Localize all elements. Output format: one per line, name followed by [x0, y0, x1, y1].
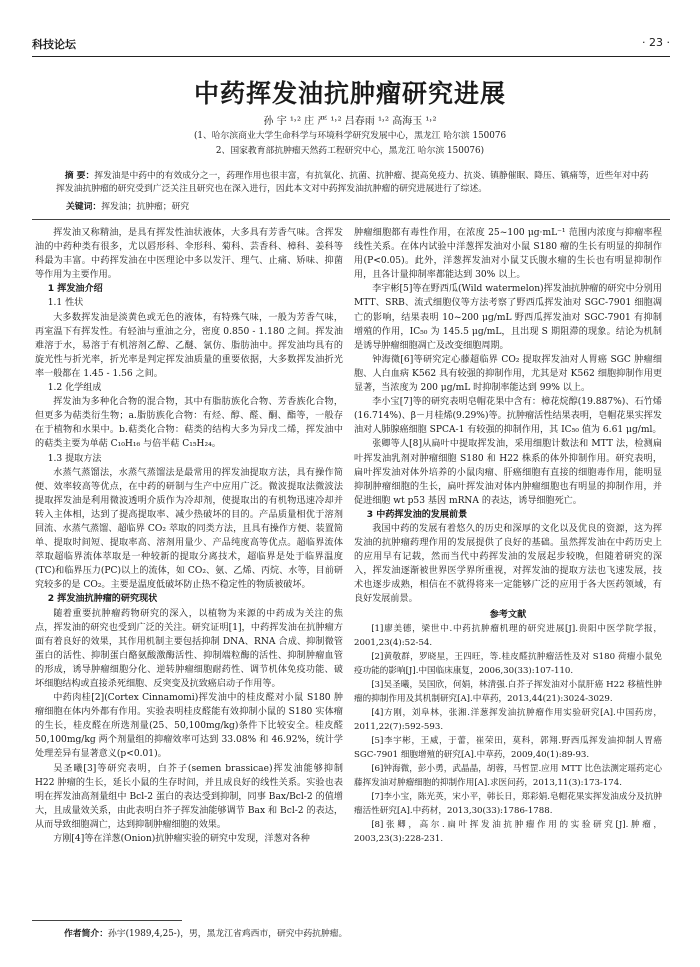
section-heading: 3 中药挥发油的发展前景 [366, 509, 468, 520]
abstract-label: 摘 要： [64, 171, 95, 181]
keywords-text: 挥发油；抗肿瘤；研究 [101, 202, 190, 212]
body-paragraph: 水蒸气蒸馏法，水蒸气蒸馏法是最常用的挥发油提取方法，具有操作简便、效率较高等优点，在中药的研制与生产中应用广泛。微波提取法微波法提取挥发油是利用微波透明介质作为冷却剂，使提取出的有机物迅速冷却并转入主体相，达到了提高提取率、减少热破坏的目的。产品质量相优于溶剂回流、水蒸气蒸馏、超临界 CO₂ 萃取的同类方法，且具有操作方便、装置简单、提取时间短、提取率高、溶剂用量少、产品纯度高等优点。超临界流体萃取超临界流体萃取是一种较新的提取分离技术，超临界是处于临界温度(TC)和临界压力(PC)以上的流体，如 CO₂、氨、乙烯、丙烷、水等，目前研究较多的是 CO₂。主要是温度低破坏防止热不稳定性的物质被破坏。 [35, 467, 343, 591]
reference-item: [6]钟海微，彭小勇，武晶晶，胡蓉，马哲罡.应用 MTT 比色法测定瑶药定心藤挥发油对肿瘤细胞的抑制作用[A].求医问药，2013,11(3):173-174. [354, 763, 662, 788]
body-paragraph: 张卿等人[8]从扁叶中提取挥发油，采用细胞计数法和 MTT 法，检测扁叶挥发油乳剂对肿瘤细胞 S180 和 H22 株系的体外抑制作用。研究表明，扁叶挥发油对体外培养的小鼠肉瘤、肝癌细胞有直接的细胞毒作用，能明显抑制肿瘤细胞的生长，扁叶挥发油对体内肿瘤细胞也有明显的抑制作用，并促进细胞 wt p53 基因 mRNA 的表达，诱导细胞死亡。 [354, 439, 662, 506]
reference-item: [3]吴圣曦，吴国欣，何娟，林清强.白芥子挥发油对小鼠肝癌 H22 移植性肿瘤的抑制作用及其机制研究[A].中草药，2013,44(21):3024-3029. [354, 679, 662, 704]
section-heading: 2 挥发油抗肿瘤的研究现状 [47, 594, 158, 605]
body-paragraph: 大多数挥发油是淡黄色或无色的液体，有特殊气味，一般为芳香气味，再室温下有挥发性。有轻油与重油之分，密度 0.850 - 1.180 之间。挥发油难溶于水，易溶于有机溶剂乙醇、乙醚、氯仿、脂肪油中。挥发油均具有的旋光性与折光率，折光率是判定挥发油质量的重要依据，大多数挥发油折光率一般都在 1.45 - 1.56 之间。 [35, 312, 343, 379]
reference-item: [4]方刚，刘阜林，张湘.洋葱挥发油抗肿瘤作用实验研究[A].中国药房，2011,22(7):592-593. [354, 707, 662, 732]
body-paragraph: 吴圣曦[3]等研究表明，白芥子(semen brassicae)挥发油能够抑制 H22 肿瘤的生长，延长小鼠的生存时间，并且成良好的线性关系。实验也表明在挥发油高剂量组中 Bcl-2 蛋白的表达受到抑制，同事 Bax/Bcl-2 的值增大，且成量效关系，由此表明白芥子挥发油能够调节 Bax 和 Bcl-2 的表达，从而导致细胞凋亡，达到抑制肿瘤细胞的效果。 [35, 763, 343, 830]
body-paragraph: 李小宝[7]等的研究表明皂帽花果中含有：樟花烷醇(19.887%)、石竹烯(16.714%)、β－月桂烯(9.29%)等。抗肿瘤活性结果表明，皂帽花果实挥发油对人肺腺癌细胞 SPCA-1 有较强的抑制作用，其 IC₅₀ 值为 6.61 μg/ml。 [354, 397, 662, 436]
abstract-text: 挥发油是中药中的有效成分之一，药理作用也很丰富，有抗氧化、抗菌、抗肿瘤、提高免疫力、抗炎、镇静催眠、降压、镇痛等，近些年对中药挥发油抗肿瘤的研究受到广泛关注且研究也在深入进行，因此本文对中药挥发油抗肿瘤的研究进展进行了综述。 [56, 171, 649, 194]
author-note-label: 作者简介： [64, 929, 108, 939]
author-note-text: 孙宇(1989,4,25-)，男，黑龙江省鸡西市，研究中药抗肿瘤。 [108, 929, 348, 939]
keywords-label: 关键词： [66, 202, 102, 212]
body-paragraph: 钟海微[6]等研究定心藤超临界 CO₂ 提取挥发油对人胃癌 SGC 肿瘤细胞、人白血病 K562 具有较强的抑制作用，尤其是对 K562 细胞抑制作用更显著，当浓度为 200 μg/mL 时抑制率能达到 99% 以上。 [354, 354, 662, 394]
subsection-heading: 1.2 化学组成 [47, 383, 102, 394]
body-paragraph: 李宇彬[5]等在野西瓜(Wild watermelon)挥发油抗肿瘤的研究中分别用 MTT、SRB、流式细胞仪等方法考察了野西瓜挥发油对 SGC-7901 细胞凋亡的影响，结果表明 10~200 μg/mL 野西瓜挥发油对 SGC-7901 有抑制增殖的作用，IC₅₀ 为 145.5 μg/mL，且出现 S 期阻滞的现象。结论为机制是诱导肿瘤细胞凋亡及改变细胞周期。 [354, 284, 662, 351]
author-footnote [64, 926, 347, 939]
running-header [32, 36, 670, 54]
body-column-right [354, 226, 662, 846]
subsection-heading: 1.3 提取方法 [47, 453, 102, 464]
body-paragraph: 随着重要抗肿瘤药物研究的深入，以植物为来源的中药成为关注的焦点，挥发油的研究也受到广泛的关注。研究证明[1]，中药挥发油在抗肿瘤方面有着良好的效果，其作用机制主要包括抑制 DNA、RNA 合成、抑制微管蛋白的活性、抑制蛋白酪氨酸激酶活性、抑制端粒酶的活性、抑制肿瘤血管的形成，诱导肿瘤细胞分化、逆转肿瘤细胞耐药性、调节机体免疫功能、破坏细胞结构或直接杀死细胞、反突变及抗致癌启动子作用等。 [35, 608, 343, 689]
body-column-left [35, 226, 343, 846]
author-list: 孙 宇 ¹˒² 庄 严 ¹˒² 吕春雨 ¹˒² 高海玉 ¹˒² [263, 116, 437, 127]
body-paragraph: 肿瘤细胞都有毒性作用，在浓度 25~100 μg·mL⁻¹ 范围内浓度与抑瘤率程线性关系。在体内试验中洋葱挥发油对小鼠 S180 瘤的生长有明显的抑制作用(P<0.05)。此外，洋葱挥发油对小鼠艾氏腹水瘤的生长也有明显抑制作用，且各计量抑制率都能达到 30% 以上。 [354, 228, 662, 281]
body-paragraph: 我国中药的发展有着悠久的历史和深厚的文化以及优良的资源，这为挥发油的抗肿瘤药理作用的发展提供了良好的基础。虽然挥发油在中药历史上的应用早有记载，然而当代中药挥发油的发展起步较晚，但随着研究的深入，挥发油逐渐被世界医学界所重视，对挥发油的提取方法也飞速发展，技术也逐步成熟，相信在不就得将来一定能够广泛的应用于各大医药领域，有良好发展前景。 [354, 523, 662, 605]
reference-item: [2]黄敬群，罗晓星，王四旺，等.桂皮醛抗肿瘤活性及对 S180 荷瘤小鼠免疫功能的影响[J].中国临床康复，2006,30(33):107-110. [354, 651, 662, 676]
reference-item: [8]张卿，高尔.扁叶挥发油抗肿瘤作用的实验研究[J].肿瘤，2003,23(3):228-231. [354, 819, 662, 844]
keywords [66, 199, 189, 212]
reference-item: [5]李宇彬，王威，于蕾，崔荣田，莫科，郭翔.野西瓜挥发油抑制人胃癌 SGC-7901 细胞增殖的研究[A].中草药，2009,40(1):89-93. [354, 735, 662, 760]
body-paragraph: 挥发油又称精油，是具有挥发性油状液体，大多具有芳香气味。含挥发油的中药种类有很多，尤以唇形科、伞形科、菊科、芸香科、樟科、姜科等科最为丰富。中药挥发油在中医理论中多以发汗、理气、止痛、矫味、抑菌等作用为主要作用。 [35, 228, 343, 281]
reference-item: [7]李小宝，陈光英，宋小平，韩长日，郑彩娟.皂帽花果实挥发油成分及抗肿瘤活性研究[A].中药材，2013,30(33):1786-1788. [354, 791, 662, 816]
body-paragraph: 挥发油为多种化合物的混合物，其中有脂肪族化合物、芳香族化合物，但更多为萜类衍生物；a.脂肪族化合物：有烃、醇、醛、酮、酯等，一般存在于植物和水果中。b.萜类化合物：萜类的结构大多为异戊二烯，挥发油中的萜类主要为单萜 C₁₀H₁₆ 与倍半萜 C₁₅H₂₄。 [35, 397, 343, 450]
abstract [56, 170, 654, 196]
body-paragraph: 中药肉桂[2](Cortex Cinnamomi)挥发油中的桂皮醛对小鼠 S180 肿瘤细胞在体内外都有作用。实验表明桂皮醛能有效抑制小鼠的 S180 实体瘤的生长，桂皮醛在所选剂量(25、50,100mg/kg)条件下比较安全。桂皮醛 50,100mg/kg 两个剂量组的抑瘤效率可达到 33.08% 和 46.92%，统计学处理差异有显著意义(p<0.01)。 [35, 693, 343, 760]
reference-item: [1]廖美德，梁世中.中药抗肿瘤机理的研究进展[J].贵阳中医学院学报，2001,23(4):52-54. [354, 623, 662, 648]
paper-title: 中药挥发油抗肿瘤研究进展 [193, 79, 506, 108]
header-divider [32, 56, 670, 57]
subsection-heading: 1.1 性状 [47, 298, 84, 309]
body-paragraph: 方刚[4]等在洋葱(Onion)抗肿瘤实验的研究中发现，洋葱对各种 [53, 834, 310, 845]
section-heading: 1 挥发油介绍 [47, 284, 103, 295]
affiliation-1: (1、哈尔滨商业大学生命科学与环境科学研究发展中心，黑龙江 哈尔滨 150076 [193, 131, 507, 141]
journal-name: 科技论坛 [32, 38, 76, 51]
page-number: · 23 · [642, 36, 670, 49]
affiliation-2: 2、国家教育部抗肿瘤天然药工程研究中心，黑龙江 哈尔滨 150076) [215, 146, 485, 156]
right-column-body [354, 226, 662, 607]
abstract-divider [32, 219, 670, 220]
footnote-divider [32, 920, 182, 921]
reference-list [354, 622, 662, 846]
references-heading: 参考文献 [489, 609, 527, 620]
